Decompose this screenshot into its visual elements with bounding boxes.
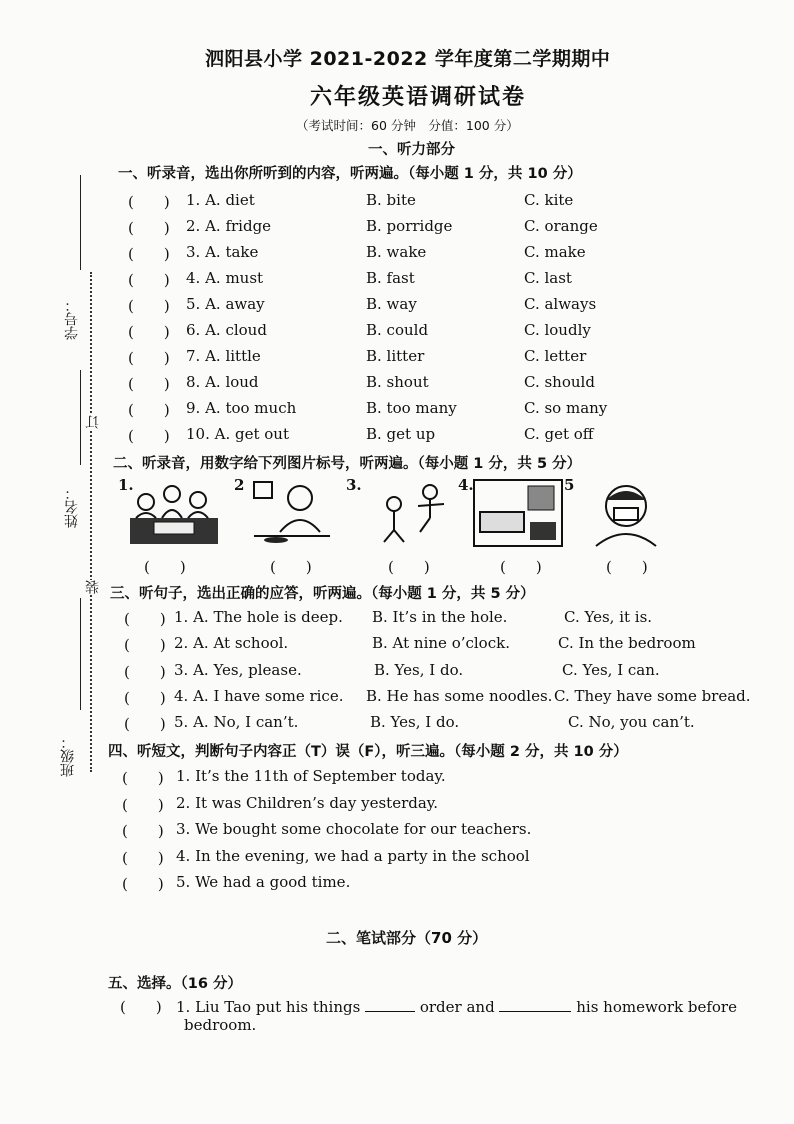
answer-paren[interactable]: ( ) [128,271,170,289]
option-c: C. Yes, it is. [564,608,653,626]
answer-paren[interactable]: ( ) [124,663,166,681]
picture-answer-3[interactable]: ( ) [388,558,430,576]
answer-paren[interactable]: ( ) [122,796,164,814]
option-a: 5. A. away [186,295,265,313]
answer-paren[interactable]: ( ) [124,715,166,733]
fill-blank[interactable] [365,997,415,1012]
option-c: C. always [524,295,597,313]
picture-answer-4[interactable]: ( ) [500,558,542,576]
statement: 4. In the evening, we had a party in the school [176,847,530,865]
option-a: 4. A. must [186,269,264,287]
part-listening-title: 一、听力部分 [368,142,455,158]
binding-dotted-line [90,272,92,772]
picture-label-3: 3. [346,476,362,494]
exam-title: 泗阳县小学 2021-2022 学年度第二学期期中 [205,48,611,70]
option-a: 6. A. cloud [186,321,267,339]
answer-paren[interactable]: ( ) [128,245,170,263]
binding-char-ding: 订 [85,415,101,429]
option-a: 3. A. Yes, please. [174,661,302,679]
picture-answer-5[interactable]: ( ) [606,558,648,576]
question-text-part: his homework before [576,998,737,1016]
option-b: B. could [366,321,429,339]
question-text-line2: bedroom. [184,1016,257,1034]
picture-boy-with-mask [590,478,662,548]
option-a: 2. A. fridge [186,217,272,235]
picture-bedroom [472,478,564,548]
option-a: 9. A. too much [186,399,297,417]
exam-info: （考试时间：60 分钟 分值：100 分） [296,118,519,133]
answer-paren[interactable]: ( ) [128,427,170,445]
answer-paren[interactable]: ( ) [122,849,164,867]
option-b: B. bite [366,191,416,209]
option-c: C. should [524,373,595,391]
option-c: C. loudly [524,321,591,339]
picture-family-eating [128,478,220,548]
option-b: B. Yes, I do. [370,713,460,731]
answer-paren[interactable]: ( ) [128,193,170,211]
option-c: C. get off [524,425,594,443]
question-text-part: 1. Liu Tao put his things [176,998,361,1016]
statement: 1. It’s the 11th of September today. [176,767,446,785]
part-written-title: 二、笔试部分（70 分） [326,929,488,947]
name-label: 姓名： [64,486,80,528]
binding-line [80,598,81,710]
option-a: 5. A. No, I can’t. [174,713,299,731]
question-text [176,997,737,1016]
option-c: C. orange [524,217,598,235]
section1-heading: 一、听录音，选出你所听到的内容，听两遍。（每小题 1 分，共 10 分） [118,166,582,182]
answer-paren[interactable]: ( ) [128,349,170,367]
statement: 3. We bought some chocolate for our teachers. [176,820,532,838]
picture-label-4: 4. [458,476,474,494]
option-c: C. so many [524,399,608,417]
fill-blank[interactable] [499,997,571,1012]
answer-paren[interactable]: ( ) [124,636,166,654]
option-b: B. porridge [366,217,453,235]
option-b: B. litter [366,347,425,365]
option-a: 10. A. get out [186,425,289,443]
option-c: C. They have some bread. [554,687,751,705]
option-c: C. No, you can’t. [568,713,695,731]
option-c: C. last [524,269,572,287]
picture-kids-playing [372,478,458,548]
option-b: B. Yes, I do. [374,661,464,679]
picture-answer-1[interactable]: ( ) [144,558,186,576]
picture-answer-2[interactable]: ( ) [270,558,312,576]
section5-heading: 五、选择。（16 分） [108,976,242,992]
option-a: 2. A. At school. [174,634,289,652]
section4-heading: 四、听短文，判断句子内容正（T）误（F），听三遍。（每小题 2 分，共 10 分） [108,744,628,760]
option-c: C. make [524,243,586,261]
answer-paren[interactable]: ( ) [124,689,166,707]
option-b: B. too many [366,399,457,417]
answer-paren[interactable]: ( ) [122,875,164,893]
answer-paren[interactable]: ( ) [122,769,164,787]
option-a: 4. A. I have some rice. [174,687,344,705]
answer-paren[interactable]: ( ) [128,297,170,315]
section3-heading: 三、听句子，选出正确的应答，听两遍。（每小题 1 分，共 5 分） [110,586,535,602]
option-a: 1. A. The hole is deep. [174,608,343,626]
answer-paren[interactable]: ( ) [124,610,166,628]
option-a: 3. A. take [186,243,259,261]
option-b: B. shout [366,373,429,391]
option-c: C. kite [524,191,574,209]
option-b: B. At nine o’clock. [372,634,510,652]
option-a: 7. A. little [186,347,261,365]
option-b: B. get up [366,425,436,443]
picture-label-5: 5 [564,476,575,494]
option-b: B. wake [366,243,427,261]
answer-paren[interactable]: ( ) [128,219,170,237]
option-b: B. He has some noodles. [366,687,553,705]
option-b: B. fast [366,269,415,287]
statement: 5. We had a good time. [176,873,351,891]
section2-heading: 二、听录音，用数字给下列图片标号，听两遍。（每小题 1 分，共 5 分） [113,456,582,472]
binding-line [80,175,81,270]
option-c: C. letter [524,347,587,365]
answer-paren[interactable]: ( ) [128,375,170,393]
option-b: B. way [366,295,417,313]
option-c: C. Yes, I can. [562,661,660,679]
option-c: C. In the bedroom [558,634,696,652]
class-label: 班级： [60,735,76,777]
student-number-label: 学号： [64,298,80,340]
picture-label-1: 1. [118,476,134,494]
picture-boy-eating [250,478,334,548]
picture-label-2: 2 [234,476,245,494]
binding-line [80,370,81,465]
exam-subtitle: 六年级英语调研试卷 [310,85,527,110]
answer-paren[interactable]: ( ) [128,323,170,341]
option-a: 8. A. loud [186,373,259,391]
option-b: B. It’s in the hole. [372,608,508,626]
option-a: 1. A. diet [186,191,255,209]
question-text-part: order and [419,998,495,1016]
binding-char-zhuang: 装 [85,580,101,594]
answer-paren[interactable]: ( ) [128,401,170,419]
answer-paren[interactable]: ( ) [122,822,164,840]
statement: 2. It was Children’s day yesterday. [176,794,439,812]
answer-paren[interactable]: ( ) [120,998,162,1016]
